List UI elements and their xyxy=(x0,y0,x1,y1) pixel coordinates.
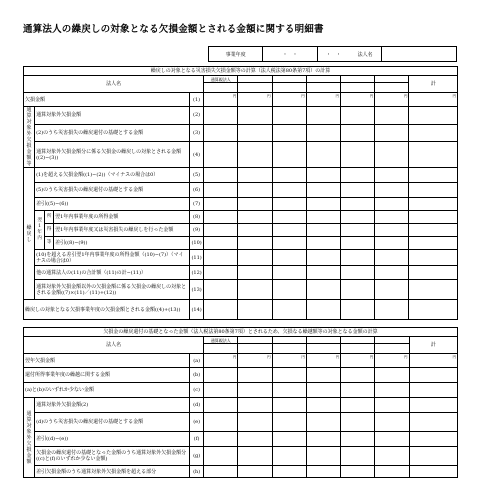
amount-cell[interactable] xyxy=(306,183,340,198)
amount-cell[interactable] xyxy=(204,198,238,211)
row-label: 欠損金の繰戻還付の基礎となった金額のうち通算対象外欠損金額分((c)と(f)のいずれか少ない金額) xyxy=(35,447,190,466)
amount-cell[interactable] xyxy=(306,383,340,398)
amount-cell[interactable] xyxy=(306,447,340,466)
amount-cell[interactable] xyxy=(341,237,375,250)
amount-cell[interactable] xyxy=(409,398,458,413)
amount-cell[interactable] xyxy=(409,211,458,224)
row-number: (4) xyxy=(190,142,204,168)
amount-cell[interactable] xyxy=(306,142,340,168)
row-label: 通算対象外欠損金額以外の欠損金額に係る欠損金の繰戻しの対象とされる金額((7)×(11)／(11)+(12)) xyxy=(35,280,190,300)
amount-cell[interactable] xyxy=(204,466,238,478)
amount-cell[interactable] xyxy=(409,447,458,466)
amount-cell[interactable] xyxy=(272,300,306,320)
amount-cell[interactable]: 円 xyxy=(272,354,306,368)
row-number: (g) xyxy=(190,447,204,466)
fiscal-year-start[interactable]: ・ ・ xyxy=(263,47,317,61)
amount-cell[interactable] xyxy=(341,413,375,432)
amount-cell[interactable] xyxy=(272,198,306,211)
amount-cell[interactable] xyxy=(272,413,306,432)
amount-cell[interactable] xyxy=(204,300,238,320)
amount-cell[interactable] xyxy=(409,413,458,432)
amount-cell[interactable] xyxy=(204,250,238,266)
amount-cell[interactable] xyxy=(375,237,409,250)
amount-cell[interactable] xyxy=(238,280,272,300)
table-row xyxy=(24,224,458,237)
amount-cell[interactable] xyxy=(238,432,272,447)
amount-cell[interactable]: 円 xyxy=(306,93,340,107)
amount-cell[interactable] xyxy=(375,168,409,183)
table-row xyxy=(24,383,458,398)
amount-cell[interactable] xyxy=(306,466,340,478)
amount-cell[interactable] xyxy=(238,368,272,383)
row-number: (8) xyxy=(190,211,204,224)
amount-cell[interactable] xyxy=(204,266,238,280)
table-row xyxy=(24,447,458,466)
form-title: 通算法人の繰戻しの対象となる欠損金額とされる金額に関する明細書 xyxy=(23,24,324,35)
amount-cell[interactable] xyxy=(375,142,409,168)
amount-cell[interactable] xyxy=(272,266,306,280)
amount-cell[interactable] xyxy=(409,266,458,280)
row-number: (9) xyxy=(190,224,204,237)
amount-cell[interactable] xyxy=(341,432,375,447)
row-number: (f) xyxy=(190,432,204,447)
amount-cell[interactable] xyxy=(204,432,238,447)
amount-cell[interactable] xyxy=(341,168,375,183)
amount-cell[interactable]: 円 xyxy=(204,93,238,107)
amount-cell[interactable] xyxy=(375,224,409,237)
amount-cell[interactable] xyxy=(375,266,409,280)
amount-cell[interactable] xyxy=(238,224,272,237)
amount-cell[interactable] xyxy=(306,224,340,237)
table-row xyxy=(24,300,458,320)
amount-cell[interactable] xyxy=(272,447,306,466)
amount-cell[interactable] xyxy=(409,107,458,125)
amount-cell[interactable] xyxy=(306,168,340,183)
table-row xyxy=(24,183,458,198)
amount-cell[interactable] xyxy=(272,107,306,125)
row-label: (5)のうち災害損失の繰戻還付の基礎とする金額 xyxy=(35,183,190,198)
table-row xyxy=(24,266,458,280)
amount-cell[interactable] xyxy=(306,413,340,432)
amount-cell[interactable] xyxy=(204,183,238,198)
row-number: (3) xyxy=(190,124,204,142)
amount-cell[interactable]: 円 xyxy=(238,93,272,107)
amount-cell[interactable] xyxy=(341,447,375,466)
amount-cell[interactable] xyxy=(375,413,409,432)
row-number: (1) xyxy=(190,93,204,107)
row-label: 差引((8)−(9)) xyxy=(54,237,190,250)
amount-cell[interactable] xyxy=(306,280,340,300)
amount-cell[interactable]: 円 xyxy=(375,354,409,368)
table-row xyxy=(24,107,458,125)
amount-cell[interactable] xyxy=(306,198,340,211)
amount-cell[interactable]: 円 xyxy=(238,354,272,368)
amount-cell[interactable] xyxy=(409,432,458,447)
amount-cell[interactable] xyxy=(375,250,409,266)
table-row xyxy=(24,280,458,300)
row-label: (a)と(b)のいずれか少ない金額 xyxy=(24,383,190,398)
amount-cell[interactable] xyxy=(272,168,306,183)
row-number: (11) xyxy=(190,250,204,266)
amount-cell[interactable] xyxy=(204,224,238,237)
table-row xyxy=(24,466,458,478)
amount-cell[interactable] xyxy=(204,368,238,383)
row-number: (14) xyxy=(190,300,204,320)
amount-cell[interactable] xyxy=(272,142,306,168)
amount-cell[interactable] xyxy=(238,142,272,168)
amount-cell[interactable] xyxy=(341,224,375,237)
table-row xyxy=(24,198,458,211)
amount-cell[interactable] xyxy=(272,211,306,224)
amount-cell[interactable] xyxy=(272,280,306,300)
amount-cell[interactable] xyxy=(306,368,340,383)
corp-name-field[interactable] xyxy=(382,47,456,61)
amount-cell[interactable] xyxy=(272,124,306,142)
amount-cell[interactable] xyxy=(238,466,272,478)
amount-cell[interactable] xyxy=(409,280,458,300)
amount-cell[interactable] xyxy=(341,107,375,125)
amount-cell[interactable] xyxy=(204,447,238,466)
row-label: 通算対象外欠損金額 xyxy=(35,107,190,125)
table-row xyxy=(24,398,458,413)
section1-caption: 繰戻しの対象となる災害損失欠損金額等の計算（法人税法第80条第7項）の計算 xyxy=(24,67,458,76)
amount-cell[interactable] xyxy=(375,432,409,447)
amount-cell[interactable] xyxy=(341,250,375,266)
amount-cell[interactable] xyxy=(375,198,409,211)
amount-cell[interactable] xyxy=(375,398,409,413)
amount-cell[interactable]: 円 xyxy=(341,93,375,107)
amount-cell[interactable] xyxy=(204,398,238,413)
amount-cell[interactable] xyxy=(272,237,306,250)
amount-cell[interactable]: 円 xyxy=(341,354,375,368)
amount-cell[interactable] xyxy=(341,300,375,320)
group-label: 通算対象外欠損金額 xyxy=(24,398,35,478)
parent-corp-header-2: 通算親法人 xyxy=(204,337,238,344)
amount-cell[interactable] xyxy=(409,224,458,237)
amount-cell[interactable]: 円 xyxy=(409,93,458,107)
amount-cell[interactable] xyxy=(238,383,272,398)
amount-cell[interactable] xyxy=(238,107,272,125)
row-number: (13) xyxy=(190,280,204,300)
amount-cell[interactable] xyxy=(306,250,340,266)
amount-cell[interactable] xyxy=(306,398,340,413)
row-label: 差引欠損金額のうち通算対象外欠損金額を超える部分 xyxy=(35,466,190,478)
amount-cell[interactable] xyxy=(238,168,272,183)
row-number: (d) xyxy=(190,398,204,413)
row-label: 翌1年内事業年度又は災害損失の繰戻しを行った金額 xyxy=(54,224,190,237)
amount-cell[interactable] xyxy=(238,211,272,224)
amount-cell[interactable] xyxy=(272,368,306,383)
amount-cell[interactable]: 円 xyxy=(409,354,458,368)
row-label: (10)を超える差引翌1年内事業年度の所得金額（(10)−(7)）（マイナスの場合は0） xyxy=(35,250,190,266)
amount-cell[interactable] xyxy=(272,432,306,447)
amount-cell[interactable] xyxy=(238,183,272,198)
row-number: (10) xyxy=(190,237,204,250)
row-label: 翌1年内事業年度の所得金額 xyxy=(54,211,190,224)
amount-cell[interactable] xyxy=(341,368,375,383)
row-number: (b) xyxy=(190,368,204,383)
calc-table-1 xyxy=(23,66,458,320)
amount-cell[interactable] xyxy=(238,300,272,320)
amount-cell[interactable] xyxy=(238,124,272,142)
calc-table-2 xyxy=(23,327,458,478)
amount-cell[interactable] xyxy=(204,107,238,125)
row-number: (c) xyxy=(190,383,204,398)
amount-cell[interactable] xyxy=(375,368,409,383)
amount-cell[interactable] xyxy=(204,124,238,142)
amount-cell[interactable] xyxy=(341,466,375,478)
amount-cell[interactable] xyxy=(306,107,340,125)
row-label: 繰戻しの対象となる欠損事業年度の欠損金額とされる金額((4)+(13)) xyxy=(24,300,190,320)
amount-cell[interactable] xyxy=(238,198,272,211)
amount-cell[interactable] xyxy=(375,183,409,198)
table-row xyxy=(24,168,458,183)
amount-cell[interactable] xyxy=(272,183,306,198)
table-row xyxy=(24,93,458,107)
table-row xyxy=(24,142,458,168)
amount-cell[interactable]: 円 xyxy=(272,93,306,107)
amount-cell[interactable] xyxy=(375,300,409,320)
amount-cell[interactable] xyxy=(306,266,340,280)
row-label: 通算対象外欠損金額(2) xyxy=(35,398,190,413)
table-row xyxy=(24,250,458,266)
row-number: (2) xyxy=(190,107,204,125)
amount-cell[interactable] xyxy=(409,183,458,198)
amount-cell[interactable] xyxy=(409,383,458,398)
amount-cell[interactable]: 円 xyxy=(204,354,238,368)
amount-cell[interactable] xyxy=(375,280,409,300)
amount-cell[interactable] xyxy=(375,466,409,478)
amount-cell[interactable] xyxy=(306,237,340,250)
amount-cell[interactable] xyxy=(204,413,238,432)
amount-cell[interactable] xyxy=(272,383,306,398)
amount-cell[interactable] xyxy=(375,107,409,125)
table-row xyxy=(24,432,458,447)
table-row xyxy=(24,237,458,250)
amount-cell[interactable] xyxy=(341,211,375,224)
amount-cell[interactable] xyxy=(272,466,306,478)
amount-cell[interactable] xyxy=(341,142,375,168)
amount-cell[interactable] xyxy=(272,224,306,237)
amount-cell[interactable] xyxy=(272,250,306,266)
row-number: (12) xyxy=(190,266,204,280)
row-number: (e) xyxy=(190,413,204,432)
row-number: (a) xyxy=(190,354,204,368)
amount-cell[interactable] xyxy=(341,280,375,300)
amount-cell[interactable] xyxy=(341,198,375,211)
table-row xyxy=(24,211,458,224)
label-fiscal-year: 事業年度 xyxy=(209,47,263,61)
total-header-2: 計 xyxy=(409,337,458,354)
subgroup-label: 翌1年内 xyxy=(35,211,45,250)
amount-cell[interactable] xyxy=(204,280,238,300)
amount-cell[interactable] xyxy=(409,198,458,211)
row-label: 差引((5)−(6)) xyxy=(35,198,190,211)
amount-cell[interactable] xyxy=(238,266,272,280)
amount-cell[interactable]: 円 xyxy=(306,354,340,368)
amount-cell[interactable] xyxy=(238,250,272,266)
group-label: 通算対象外欠損金額等 xyxy=(24,107,35,168)
corp-name-header-2: 法人名 xyxy=(24,337,204,354)
amount-cell[interactable] xyxy=(341,124,375,142)
amount-cell[interactable] xyxy=(375,447,409,466)
row-label: 他の通算法人の(11)の合計額（(11)の計−(11)） xyxy=(35,266,190,280)
amount-cell[interactable] xyxy=(306,211,340,224)
row-label: 還付所得事業年度の繰越に関する金額 xyxy=(24,368,190,383)
subgroup-small: 等 xyxy=(45,237,54,250)
parent-corp-header: 通算親法人 xyxy=(204,76,238,83)
amount-cell[interactable] xyxy=(375,124,409,142)
amount-cell[interactable]: 円 xyxy=(375,93,409,107)
row-label: (d)のうち災害損失の繰戻還付の基礎とする金額 xyxy=(35,413,190,432)
table-row xyxy=(24,413,458,432)
amount-cell[interactable] xyxy=(306,124,340,142)
amount-cell[interactable] xyxy=(204,168,238,183)
amount-cell[interactable] xyxy=(238,237,272,250)
table-row xyxy=(24,124,458,142)
row-label: (1)を超える欠損金額((1)−(2))（マイナスの場合は0） xyxy=(35,168,190,183)
amount-cell[interactable] xyxy=(306,432,340,447)
amount-cell[interactable] xyxy=(375,383,409,398)
row-number: (6) xyxy=(190,183,204,198)
group-label: 繰戻し xyxy=(24,168,35,300)
amount-cell[interactable] xyxy=(306,300,340,320)
amount-cell[interactable] xyxy=(204,383,238,398)
row-label: 翌年欠損金額 xyxy=(24,354,190,368)
amount-cell[interactable] xyxy=(409,250,458,266)
fiscal-year-end[interactable]: ・ ・ xyxy=(325,51,341,58)
header-box xyxy=(208,46,457,62)
table-row xyxy=(24,354,458,368)
amount-cell[interactable] xyxy=(375,211,409,224)
section2-caption: 欠損金の繰戻還付の基礎となった金額（法人税法第80条第7項）とされるため、欠損なる繰越額等の対象となる金額の計算 xyxy=(24,328,458,337)
amount-cell[interactable] xyxy=(409,300,458,320)
row-number: (h) xyxy=(190,466,204,478)
amount-cell[interactable] xyxy=(341,266,375,280)
amount-cell[interactable] xyxy=(238,447,272,466)
amount-cell[interactable] xyxy=(204,237,238,250)
amount-cell[interactable] xyxy=(238,413,272,432)
row-number: (7) xyxy=(190,198,204,211)
row-number: (5) xyxy=(190,168,204,183)
amount-cell[interactable] xyxy=(204,142,238,168)
amount-cell[interactable] xyxy=(272,398,306,413)
table-row xyxy=(24,368,458,383)
amount-cell[interactable] xyxy=(409,368,458,383)
row-label: (2)のうち災害損失の繰戻還付の基礎とする金額 xyxy=(35,124,190,142)
corp-name-header: 法人名 xyxy=(24,76,204,93)
label-corp-name: 法人名 xyxy=(349,47,382,61)
amount-cell[interactable] xyxy=(238,398,272,413)
amount-cell[interactable] xyxy=(409,142,458,168)
amount-cell[interactable] xyxy=(204,211,238,224)
amount-cell[interactable] xyxy=(341,183,375,198)
amount-cell[interactable] xyxy=(409,168,458,183)
amount-cell[interactable] xyxy=(341,383,375,398)
row-label: 差引((d)−(e)) xyxy=(35,432,190,447)
subgroup-small: 所 xyxy=(45,211,54,224)
row-label: 欠損金額 xyxy=(24,93,190,107)
amount-cell[interactable] xyxy=(409,237,458,250)
amount-cell[interactable] xyxy=(409,124,458,142)
row-label: 通算対象外欠損金額分に係る欠損金の繰戻しの対象とされる金額 ((2)−(3)) xyxy=(35,142,190,168)
subgroup-small: 得 xyxy=(45,224,54,237)
amount-cell[interactable] xyxy=(409,466,458,478)
total-header: 計 xyxy=(409,76,458,93)
amount-cell[interactable] xyxy=(341,398,375,413)
